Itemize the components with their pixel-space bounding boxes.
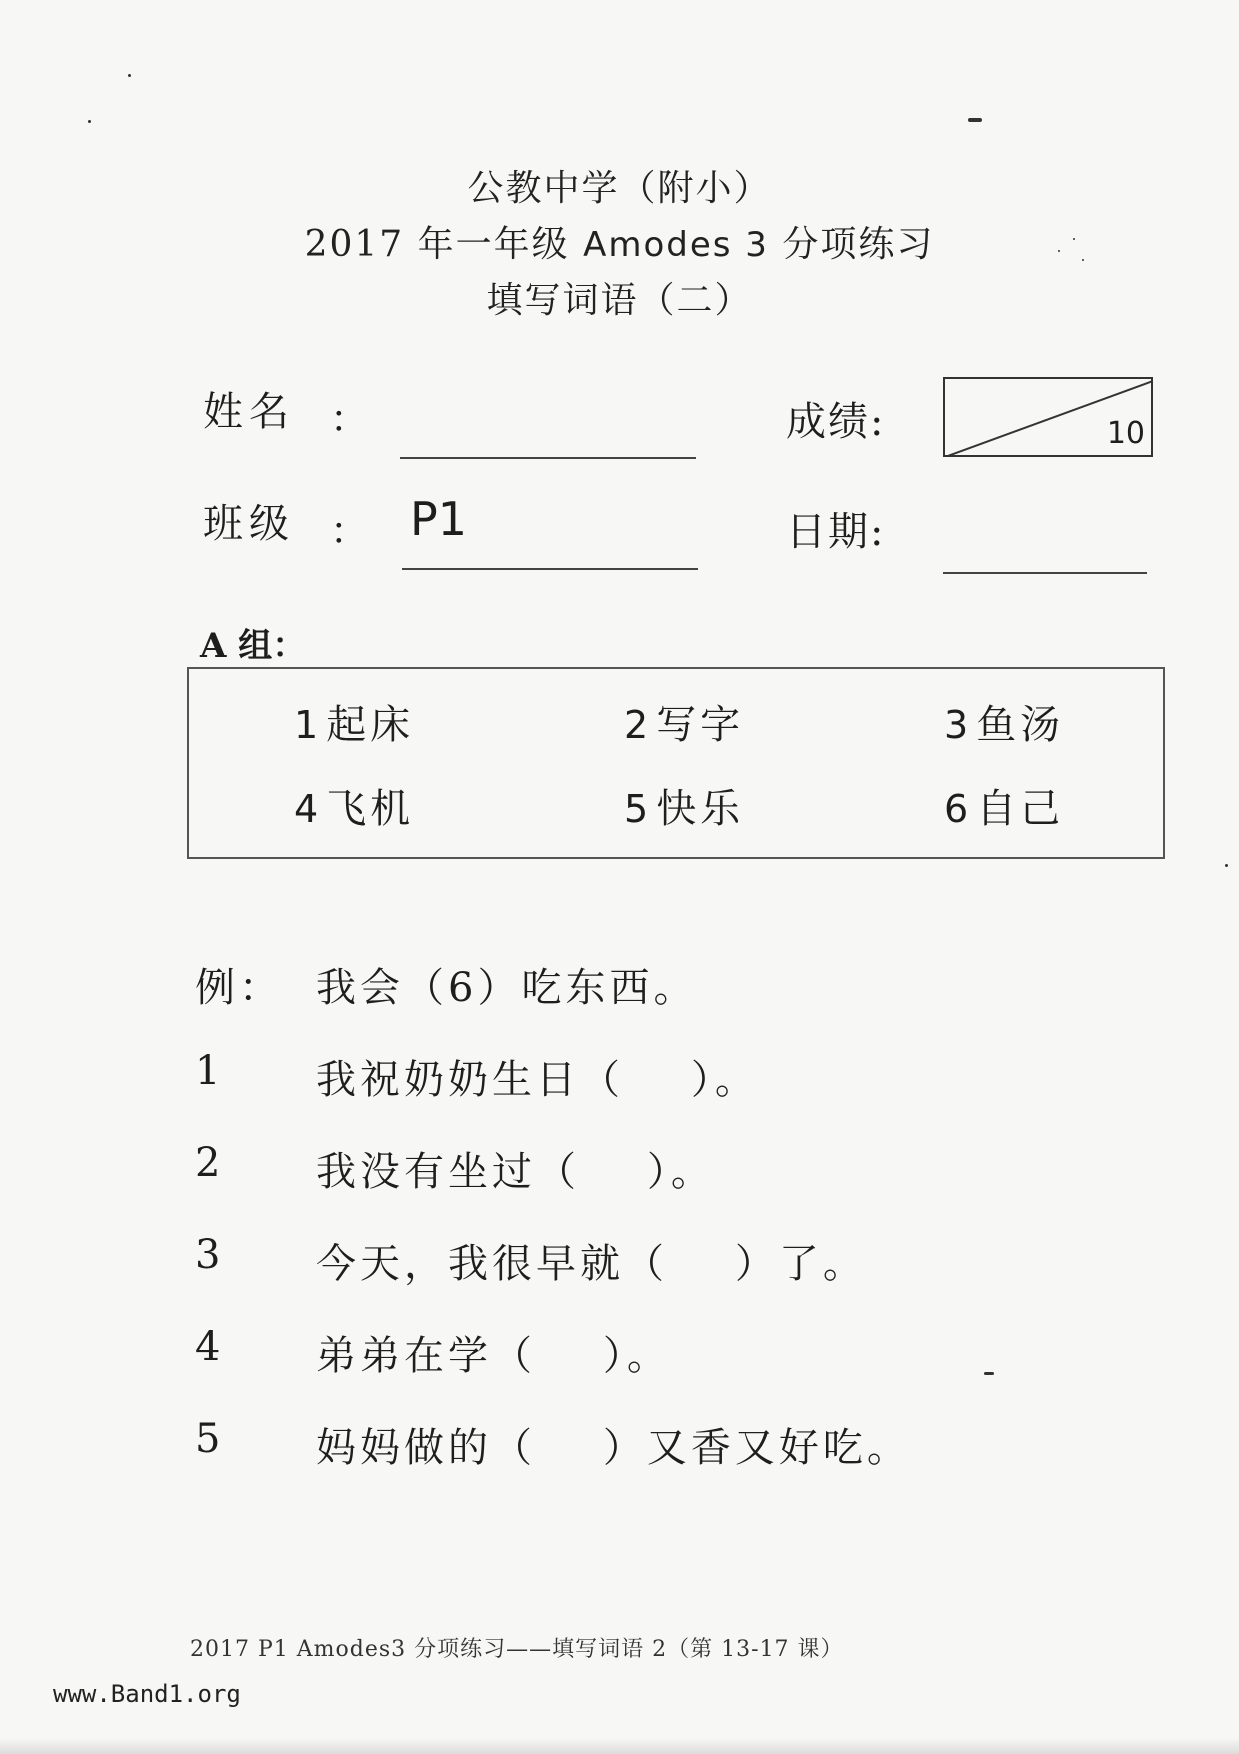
exercise-title-prefix: 2017 年一年级	[304, 224, 584, 265]
word-bank-item	[944, 693, 1064, 750]
word-number: 1	[294, 703, 319, 747]
word-bank-item	[624, 693, 744, 750]
word-bank-item	[624, 777, 744, 834]
class-value: P1	[410, 492, 468, 546]
word-text: 鱼汤	[976, 702, 1065, 748]
word-bank-box	[187, 667, 1165, 859]
word-number: 3	[944, 703, 969, 747]
score-label: 成绩:	[786, 399, 886, 445]
name-input-line[interactable]	[400, 457, 696, 459]
question-number: 5	[195, 1416, 225, 1462]
question-number: 1	[195, 1048, 225, 1094]
class-colon: ：	[330, 509, 369, 553]
question-sentence[interactable]: 妈妈做的（ ）又香又好吃。	[316, 1425, 911, 1471]
question-sentence[interactable]: 我祝奶奶生日（ ）。	[316, 1057, 759, 1103]
question-sentence[interactable]: 今天，我很早就（ ）了。	[316, 1241, 867, 1287]
question-sentence[interactable]: 我没有坐过（ ）。	[316, 1149, 715, 1195]
class-label: 班级	[203, 501, 295, 547]
class-input-line[interactable]	[402, 568, 698, 570]
question-number: 3	[195, 1232, 225, 1278]
word-text: 自己	[976, 786, 1065, 832]
word-text: 写字	[656, 702, 745, 748]
watermark: www.Band1.org	[53, 1680, 241, 1708]
scan-speck	[88, 120, 91, 123]
scan-edge-shadow	[0, 1738, 1239, 1754]
question-number: 2	[195, 1140, 225, 1186]
scan-speck	[1225, 864, 1228, 867]
exercise-title-suffix: 分项练习	[768, 224, 935, 265]
word-bank-item	[294, 777, 414, 834]
word-number: 6	[944, 787, 969, 831]
question-number: 4	[195, 1324, 225, 1370]
word-group-title: A 组：	[200, 626, 307, 666]
page-footer: 2017 P1 Amodes3 分项练习——填写词语 2（第 13-17 课）	[190, 1637, 844, 1662]
date-label: 日期:	[786, 509, 886, 555]
word-number: 4	[294, 787, 319, 831]
scan-speck	[984, 1372, 994, 1375]
name-label: 姓名	[203, 389, 295, 435]
date-input-line[interactable]	[943, 572, 1147, 574]
worksheet-subtitle: 填写词语（二）	[486, 280, 753, 321]
exercise-title	[0, 216, 1239, 267]
name-colon: ：	[330, 397, 369, 441]
word-text: 起床	[326, 702, 415, 748]
score-box[interactable]	[943, 377, 1153, 457]
word-number: 5	[624, 787, 649, 831]
word-bank-item	[944, 777, 1064, 834]
school-name: 公教中学（附小）	[467, 168, 772, 209]
word-text: 快乐	[656, 786, 745, 832]
word-text: 飞机	[326, 786, 415, 832]
word-number: 2	[624, 703, 649, 747]
question-sentence[interactable]: 弟弟在学（ ）。	[316, 1333, 671, 1379]
score-total: 10	[1106, 416, 1145, 451]
word-bank-item	[294, 693, 414, 750]
scan-speck	[128, 74, 131, 77]
scan-speck	[968, 118, 982, 122]
exercise-title-latin: Amodes 3	[583, 225, 769, 265]
example-label: 例：	[195, 965, 283, 1011]
example-sentence: 我会（6）吃东西。	[316, 965, 698, 1011]
